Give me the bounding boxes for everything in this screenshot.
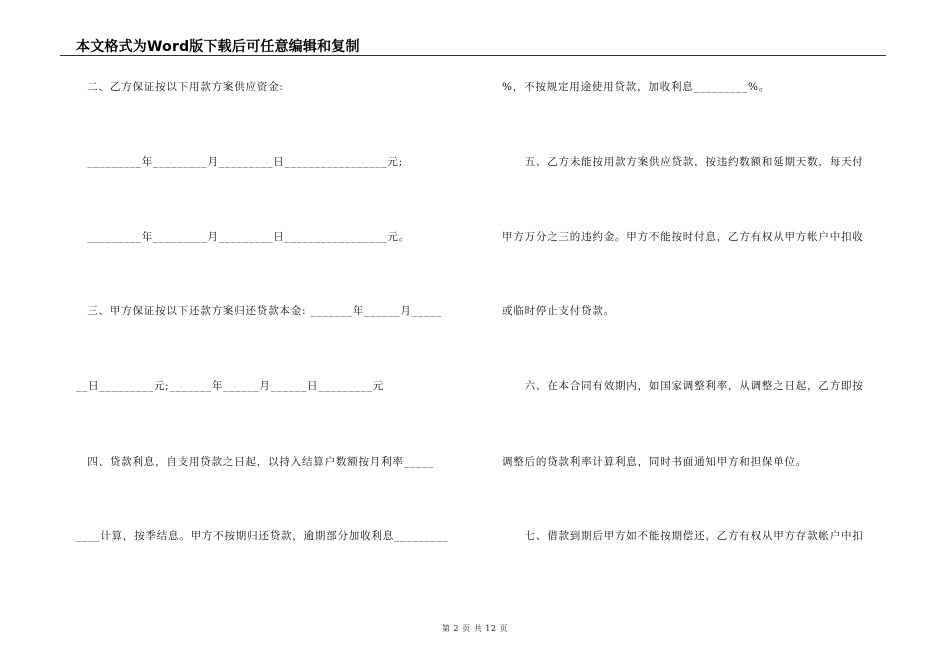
left-line-2: _________年_________月_________日_________________元; [76,156,404,168]
left-line-6: 四、贷款利息，自支用贷款之日起，以持入结算户数额按月利率_____ [76,456,434,468]
header-divider [60,55,886,56]
right-line-4: 或临时停止支付贷款。 [502,305,615,317]
left-line-4: 三、甲方保证按以下还款方案归还贷款本金: _______年______月_____ [76,305,442,317]
left-line-3: _________年_________月_________日_________________元。 [76,231,410,243]
page-number-footer: 第 2 页 共 12 页 [442,624,508,633]
left-line-1: 二、乙方保证按以下用款方案供应资金: [76,81,284,93]
right-line-5: 六、在本合同有效期内，如国家调整利率，从调整之日起，乙方即按 [502,380,864,392]
right-line-7: 七、借款到期后甲方如不能按期偿还，乙方有权从甲方存款帐户中扣 [502,530,864,542]
left-line-5: __日_________元;_______年______月______日_________元 [76,380,385,392]
right-line-6: 调整后的贷款利率计算利息，同时书面通知甲方和担保单位。 [502,456,808,468]
document-header-title: 本文格式为Word版下载后可任意编辑和复制 [76,39,360,55]
right-line-3: 甲方万分之三的违约金。甲方不能按时付息，乙方有权从甲方帐户中扣收 [502,231,864,243]
right-line-2: 五、乙方未能按用款方案供应贷款，按违约数额和延期天数，每天付 [502,156,864,168]
right-line-1: %，不按规定用途使用贷款，加收利息_________%。 [502,81,771,93]
left-line-7: ____计算，按季结息。甲方不按期归还贷款，逾期部分加收利息_________ [76,530,449,542]
